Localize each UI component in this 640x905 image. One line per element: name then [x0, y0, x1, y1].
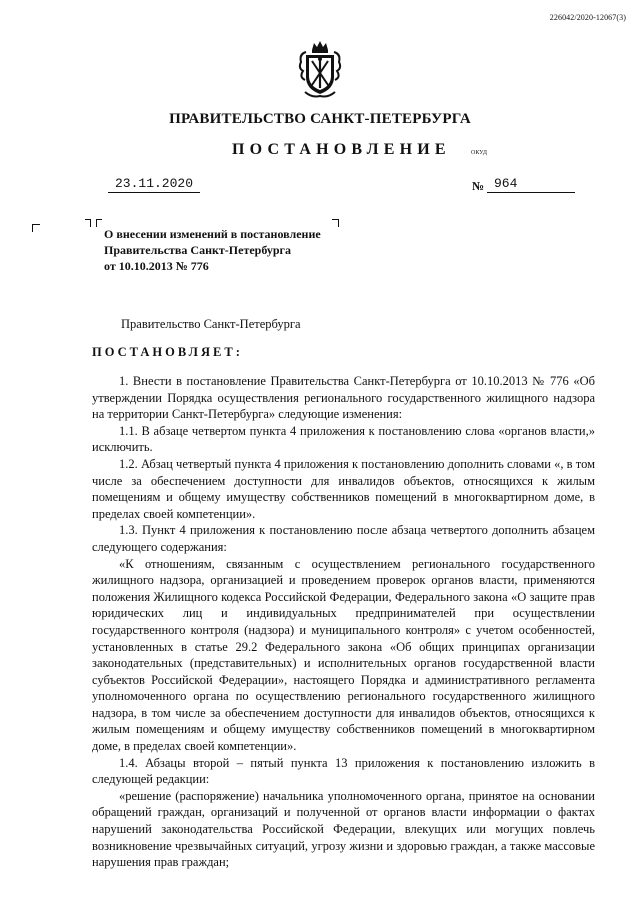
subject-line: от 10.10.2013 № 776	[104, 259, 209, 273]
resolves-heading: ПОСТАНОВЛЯЕТ:	[92, 345, 243, 359]
government-title: ПРАВИТЕЛЬСТВО САНКТ-ПЕТЕРБУРГА	[169, 111, 471, 127]
subject-corner-mark-left-b	[96, 219, 102, 227]
subject-line: О внесении изменений в постановление	[104, 227, 321, 241]
document-number: 964	[494, 176, 518, 191]
subject-corner-mark-left-a	[85, 219, 91, 227]
body-paragraph: 1.1. В абзаце четвертом пункта 4 приложения к постановлению слова «органов власти,» исключить.	[92, 423, 595, 455]
document-registration-number: 226042/2020-12067(3)	[549, 13, 626, 22]
document-body	[92, 373, 595, 871]
document-date: 23.11.2020	[114, 176, 193, 191]
left-corner-mark	[32, 224, 40, 232]
spb-coat-of-arms-icon	[297, 40, 343, 100]
subject-line: Правительства Санкт-Петербурга	[104, 243, 292, 257]
number-sign: №	[472, 179, 485, 193]
date-underline	[108, 192, 200, 193]
document-type-title: ПОСТАНОВЛЕНИЕ	[232, 141, 451, 158]
okud-label: ОКУД	[471, 150, 487, 156]
number-underline	[487, 192, 575, 193]
body-paragraph: 1. Внести в постановление Правительства Санкт-Петербурга от 10.10.2013 № 776 «Об утверждении Порядка осуществления регионального государственного жилищного надзора на территории Санкт-Петербурга» следующие изменения:	[92, 374, 595, 422]
document-subject	[104, 226, 344, 274]
issuer-line: Правительство Санкт-Петербурга	[121, 317, 301, 331]
body-paragraph: 1.4. Абзацы второй – пятый пункта 13 приложения к постановлению изложить в следующей редакции:	[92, 755, 595, 787]
body-paragraph: 1.2. Абзац четвертый пункта 4 приложения к постановлению дополнить словами «, в том числе за обеспечением доступности для инвалидов объектов, относящихся к жилым помещениям и общему имуществу собственников помещений в многоквартирном доме, в пределах своей компетенции».	[92, 456, 595, 521]
body-paragraph: «К отношениям, связанным с осуществлением регионального государственного жилищного надзора, организацией и проведением проверок органов власти, применяются положения Жилищного кодекса Российской Федерации, Федерального закона «О защите прав юридических лиц и индивидуальных предпринимателей при осуществлении государственного контроля (надзора) и муниципального контроля» с учетом особенностей, установленных в статье 29.2 Федерального закона «Об общих принципах организации законодательных (представительных) и исполнительных органов государственной власти субъектов Российской Федерации», настоящего Порядка и административного регламента уполномоченного органа по осуществлению регионального государственного жилищного надзора, в том числе за обеспечением доступности для инвалидов объектов, относящихся к жилым помещениям и общему имуществу собственников помещений в многоквартирном доме, в пределах своей компетенции».	[92, 556, 595, 754]
body-paragraph: 1.3. Пункт 4 приложения к постановлению после абзаца четвертого дополнить абзацем следующего содержания:	[92, 523, 595, 554]
body-paragraph: «решение (распоряжение) начальника уполномоченного органа, принятое на основании обращений граждан, организаций и полученной от органов власти информации о фактах нарушений законодательства Российской Федерации, влекущих или могущих повлечь возникновение чрезвычайных ситуаций, угрозу жизни и здоровью граждан, а также массовые нарушения прав граждан;	[92, 788, 595, 870]
